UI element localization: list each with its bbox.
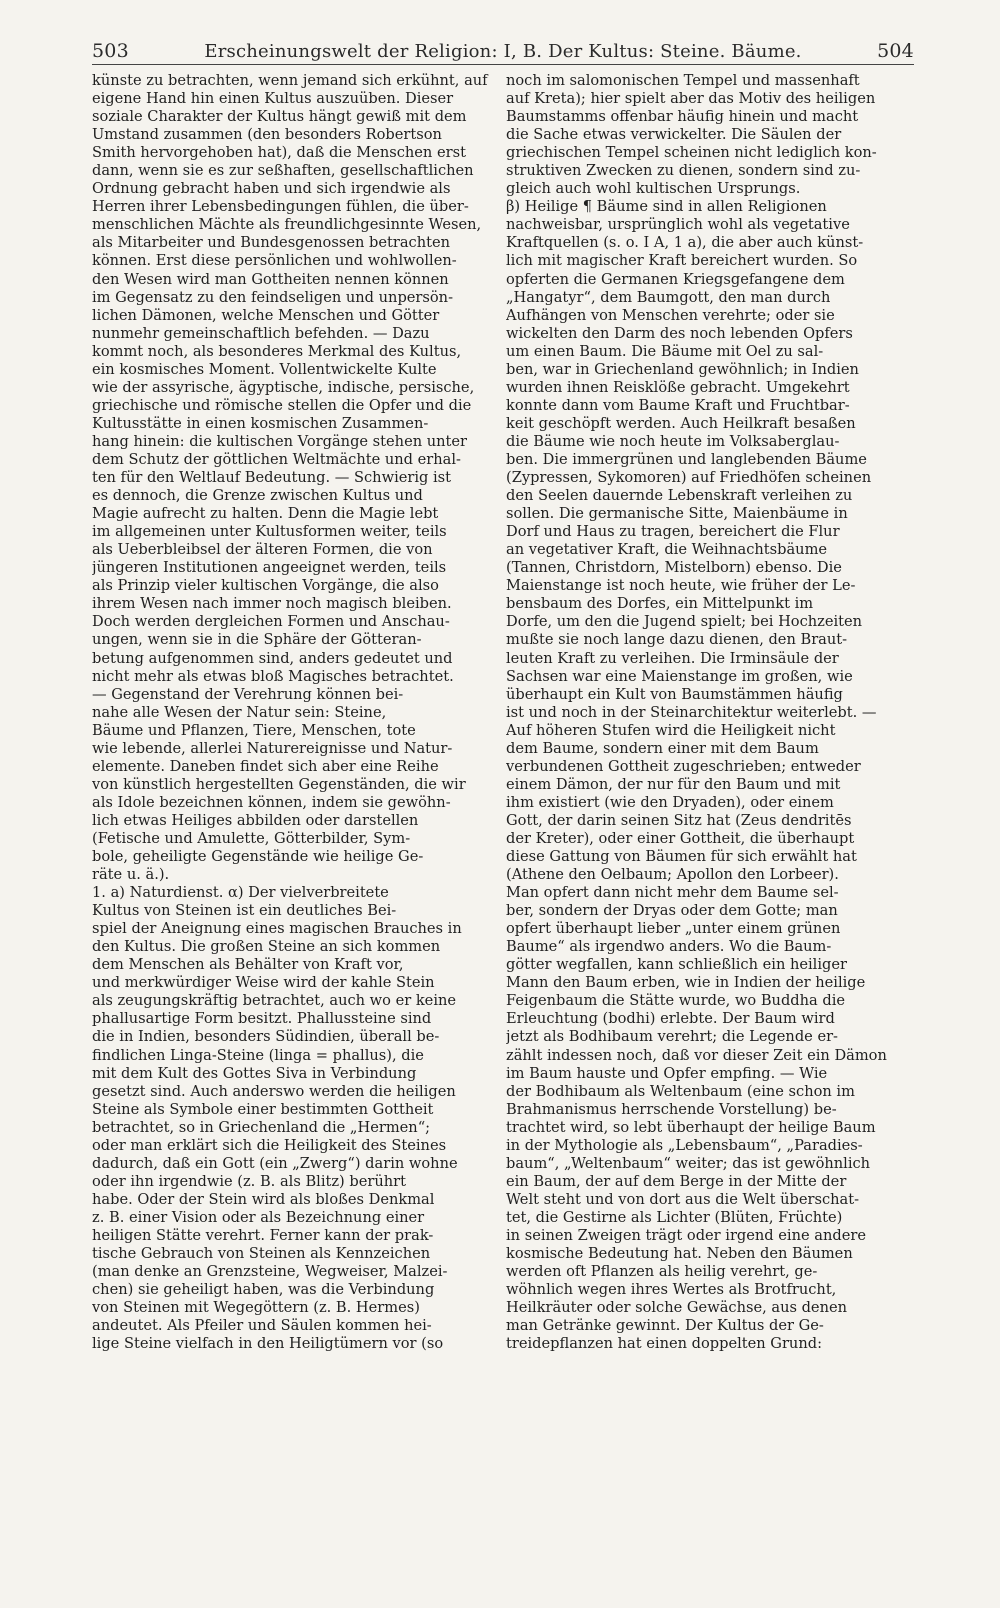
right-page-number: 504 [877, 40, 914, 62]
running-header [92, 30, 914, 65]
left-column-text: künste zu betrachten, wenn jemand sich erkühnt, auf eigene Hand hin einen Kultus auszuüben. Dieser soziale Charakter der Kultus hängt gewiß mit dem Umstand zusammen (den besonders Robertson Smith hervorgehoben hat), daß die Menschen erst dann, wenn sie es zur seßhaften, gesellschaftlichen Ordnung gebracht haben und sich irgendwie als Herren ihrer Lebensbedingungen fühlen, die über- menschlichen Mächte als freundlichgesinnte Wesen, als Mitarbeiter und Bundesgenossen betrachten können. Erst diese persönlichen und wohlwollen- den Wesen wird man Gottheiten nennen können im Gegensatz zu den feindseligen und unpersön- lichen Dämonen, welche Menschen und Götter nunmehr gemeinschaftlich befehden. — Dazu kommt noch, als besonderes Merkmal des Kultus, ein kosmisches Moment. Vollentwickelte Kulte wie der assyrische, ägyptische, indische, persische, griechische und römische stellen die Opfer und die Kultusstätte in einen kosmischen Zusammen- hang hinein: die kultischen Vorgänge stehen unter dem Schutz der göttlichen Weltmächte und erhal- ten für den Weltlauf Bedeutung. — Schwierig ist es dennoch, die Grenze zwischen Kultus und Magie aufrecht zu halten. Denn die Magie lebt im allgemeinen unter Kultusformen weiter, teils als Ueberbleibsel der älteren Formen, die von jüngeren Institutionen angeeignet werden, teils als Prinzip vieler kultischen Vorgänge, die also ihrem Wesen nach immer noch magisch bleiben. Doch werden dergleichen Formen und Anschau- ungen, wenn sie in die Sphäre der Götteran- betung aufgenommen sind, anders gedeutet und nicht mehr als etwas bloß Magisches betrachtet. — Gegenstand der Verehrung können bei- nahe alle Wesen der Natur sein: Steine, Bäume und Pflanzen, Tiere, Menschen, tote wie lebende, allerlei Naturereignisse und Natur- elemente. Daneben findet sich aber eine Reihe von künstlich hergestellten Gegenständen, die wir als Idole bezeichnen können, indem sie gewöhn- lich etwas Heiliges abbilden oder darstellen (Fetische und Amulette, Götterbilder, Sym- bole, geheiligte Gegenstände wie heilige Ge- räte u. ä.). 1. a) Naturdienst. α) Der vielverbreitete Kultus von Steinen ist ein deutliches Bei- spiel der Aneignung eines magischen Brauches in den Kultus. Die großen Steine an sich kommen dem Menschen als Behälter von Kraft vor, und merkwürdiger Weise wird der kahle Stein als zeugungskräftig betrachtet, auch wo er keine phallusartige Form besitzt. Phallussteine sind die in Indien, besonders Südindien, überall be- findlichen Linga-Steine (linga = phallus), die mit dem Kult des Gottes Siva in Verbindung gesetzt sind. Auch anderswo werden die heiligen Steine als Symbole einer bestimmten Gottheit betrachtet, so in Griechenland die „Hermen“; oder man erklärt sich die Heiligkeit des Steines dadurch, daß ein Gott (ein „Zwerg“) darin wohne oder ihn irgendwie (z. B. als Blitz) berührt habe. Oder der Stein wird als bloßes Denkmal z. B. einer Vision oder als Bezeichnung einer heiligen Stätte verehrt. Ferner kann der prak- tische Gebrauch von Steinen als Kennzeichen (man denke an Grenzsteine, Wegweiser, Malzei- chen) sie geheiligt haben, was die Verbindung von Steinen mit Wegegöttern (z. B. Hermes) andeutet. Als Pfeiler und Säulen kommen hei- lige Steine vielfach in den Heiligtümern vor (so [92, 72, 488, 1353]
right-column-text: noch im salomonischen Tempel und massenhaft auf Kreta); hier spielt aber das Motiv des heiligen Baumstamms offenbar häufig hinein und macht die Sache etwas verwickelter. Die Säulen der griechischen Tempel scheinen nicht lediglich kon- struktiven Zwecken zu dienen, sondern sind zu- gleich auch wohl kultischen Ursprungs. β) Heilige ¶ Bäume sind in allen Religionen nachweisbar, ursprünglich wohl als vegetative Kraftquellen (s. o. I A, 1 a), die aber auch künst- lich mit magischer Kraft bereichert wurden. So opferten die Germanen Kriegsgefangene dem „Hangatyr“, dem Baumgott, den man durch Aufhängen von Menschen verehrte; oder sie wickelten den Darm des noch lebenden Opfers um einen Baum. Die Bäume mit Oel zu sal- ben, war in Griechenland gewöhnlich; in Indien wurden ihnen Reisklöße gebracht. Umgekehrt konnte dann vom Baume Kraft und Fruchtbar- keit geschöpft werden. Auch Heilkraft besaßen die Bäume wie noch heute im Volksaberglau- ben. Die immergrünen und langlebenden Bäume (Zypressen, Sykomoren) auf Friedhöfen scheinen den Seelen dauernde Lebenskraft verleihen zu sollen. Die germanische Sitte, Maienbäume in Dorf und Haus zu tragen, bereichert die Flur an vegetativer Kraft, die Weihnachtsbäume (Tannen, Christdorn, Mistelborn) ebenso. Die Maienstange ist noch heute, wie früher der Le- bensbaum des Dorfes, ein Mittelpunkt im Dorfe, um den die Jugend spielt; bei Hochzeiten mußte sie noch lange dazu dienen, den Braut- leuten Kraft zu verleihen. Die Irminsäule der Sachsen war eine Maienstange im großen, wie überhaupt ein Kult von Baumstämmen häufig ist und noch in der Steinarchitektur weiterlebt. — Auf höheren Stufen wird die Heiligkeit nicht dem Baume, sondern einer mit dem Baum verbundenen Gottheit zugeschrieben; entweder einem Dämon, der nur für den Baum und mit ihm existiert (wie den Dryaden), oder einem Gott, der darin seinen Sitz hat (Zeus dendritēs der Kreter), oder einer Gottheit, die überhaupt diese Gattung von Bäumen für sich erwählt hat (Athene den Oelbaum; Apollon den Lorbeer). Man opfert dann nicht mehr dem Baume sel- ber, sondern der Dryas oder dem Gotte; man opfert überhaupt lieber „unter einem grünen Baume“ als irgendwo anders. Wo die Baum- götter wegfallen, kann schließlich ein heiliger Mann den Baum erben, wie in Indien der heilige Feigenbaum die Stätte wurde, wo Buddha die Erleuchtung (bodhi) erlebte. Der Baum wird jetzt als Bodhibaum verehrt; die Legende er- zählt indessen noch, daß vor dieser Zeit ein Dämon im Baum hauste und Opfer empfing. — Wie der Bodhibaum als Weltenbaum (eine schon im Brahmanismus herrschende Vorstellung) be- trachtet wird, so lebt überhaupt der heilige Baum in der Mythologie als „Lebensbaum“, „Paradies- baum“, „Weltenbaum“ weiter; das ist gewöhnlich ein Baum, der auf dem Berge in der Mitte der Welt steht und von dort aus die Welt überschat- tet, die Gestirne als Lichter (Blüten, Früchte) in seinen Zweigen trägt oder irgend eine andere kosmische Bedeutung hat. Neben den Bäumen werden oft Pflanzen als heilig verehrt, ge- wöhnlich wegen ihres Wertes als Brotfrucht, Heilkräuter oder solche Gewächse, aus denen man Getränke gewinnt. Der Kultus der Ge- treidepflanzen hat einen doppelten Grund: [506, 72, 887, 1353]
text-columns [92, 72, 914, 1568]
left-page-number: 503 [92, 40, 129, 62]
right-column [506, 72, 914, 1568]
left-column [92, 72, 500, 1568]
running-title: Erscheinungswelt der Religion: I, B. Der Kultus: Steine. Bäume. [204, 41, 802, 62]
